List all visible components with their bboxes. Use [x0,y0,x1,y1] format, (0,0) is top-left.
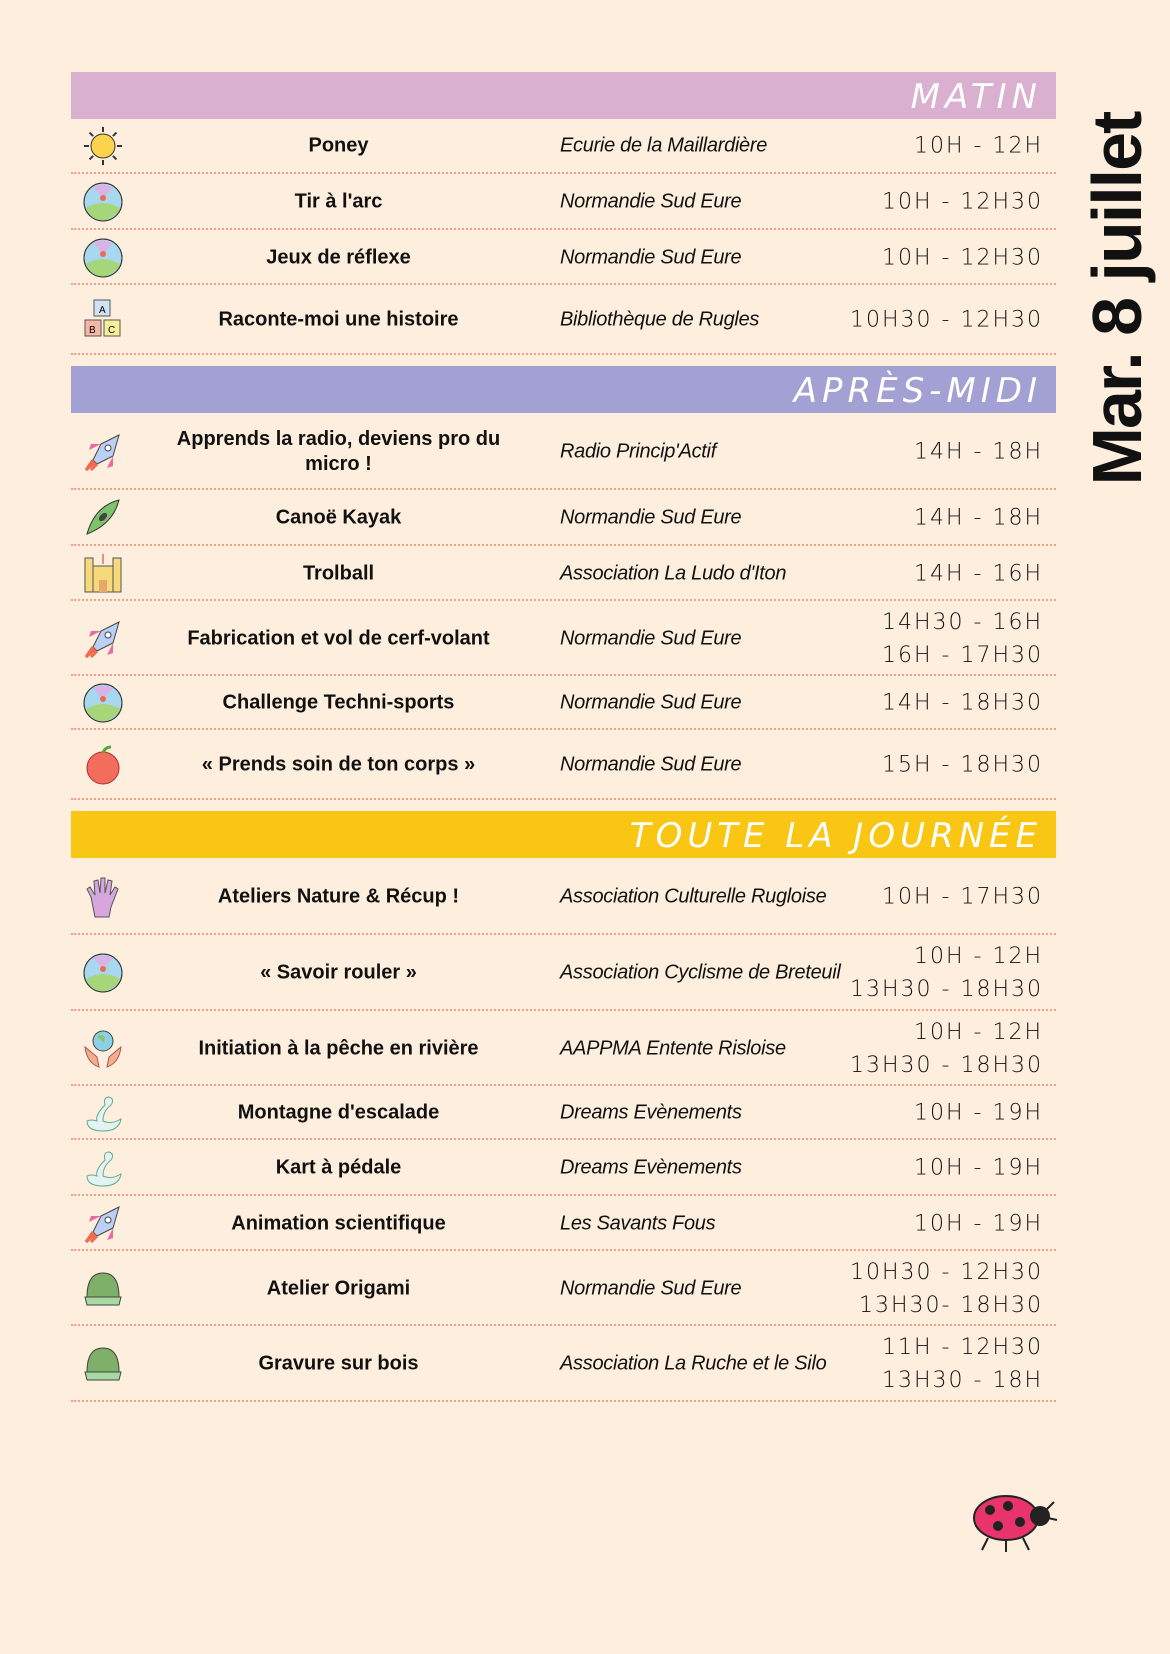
activity-times [914,557,1043,590]
section-title: APRÈS-MIDI [793,371,1042,411]
activity-row [71,230,1056,285]
svg-text:B: B [89,325,96,336]
svg-text:C: C [108,325,116,336]
activity-row [71,285,1056,355]
activity-place: Dreams Evènements [560,1101,742,1124]
activity-row [71,676,1056,730]
activity-times [882,606,1043,672]
swan-float-icon [81,1091,125,1135]
rocket-icon [81,617,125,661]
activity-name: Poney [308,134,369,157]
activity-name: Tir à l'arc [294,190,383,213]
apple-icon [81,743,125,787]
activity-row [71,1011,1056,1086]
activity-name: « Prends soin de ton corps » [201,753,476,776]
activity-times [850,304,1043,337]
activity-row [71,730,1056,800]
time-slot: 16H - 17H30 [882,642,1043,668]
activity-name: Jeux de réflexe [266,246,411,268]
activity-place: Normandie Sud Eure [560,506,742,529]
activity-row [71,1140,1056,1196]
time-slot: 13H30 - 18H30 [850,977,1043,1002]
time-slot: 14H - 18H [914,439,1043,464]
time-slot: 14H - 18H [914,505,1043,531]
section-header-matin [71,72,1056,119]
activity-place: Normandie Sud Eure [560,1277,742,1299]
activity-name: Gravure sur bois [258,1352,419,1375]
activity-times [914,435,1043,468]
ladybug-icon [968,1488,1058,1554]
activity-row [71,935,1056,1011]
time-slot: 14H - 16H [914,561,1043,586]
date-title-text: Mar. 8 juillet [1078,112,1156,486]
activity-times [914,1152,1043,1185]
svg-text:A: A [99,305,106,316]
activity-row [71,1086,1056,1140]
time-slot: 10H - 12H [914,944,1043,969]
activity-place: Association La Ludo d'Iton [560,562,787,584]
activity-place: Dreams Evènements [560,1156,742,1179]
activity-name: Montagne d'escalade [237,1101,440,1124]
time-slot: 13H30 - 18H [882,1368,1043,1393]
activity-place: AAPPMA Entente Risloise [560,1037,786,1059]
activity-place: Normandie Sud Eure [560,691,742,714]
sun-icon [81,124,125,168]
activity-row [71,490,1056,546]
beach-ball-icon [81,180,125,224]
activity-name: Ateliers Nature & Récup ! [217,885,460,907]
activity-row [71,1196,1056,1251]
activity-times [850,940,1043,1006]
activity-times [850,1016,1043,1082]
time-slot: 14H - 18H30 [882,690,1043,716]
activity-name: Raconte-moi une histoire [218,308,459,331]
activity-place: Normandie Sud Eure [560,190,742,213]
time-slot: 13H30 - 18H30 [850,1052,1043,1078]
activity-row [71,118,1056,174]
time-slot: 10H - 19H [914,1155,1043,1181]
activity-place: Association Culturelle Rugloise [560,885,827,907]
rocket-icon [81,1202,125,1246]
time-slot: 10H30 - 12H30 [850,307,1043,333]
activity-place: Normandie Sud Eure [560,246,742,268]
activity-times [914,502,1043,535]
rocket-icon [81,430,125,474]
activity-row [71,174,1056,230]
time-slot: 10H30 - 12H30 [850,1259,1043,1285]
time-slot: 11H - 12H30 [882,1335,1043,1360]
swan-float-icon [81,1146,125,1190]
beach-ball-icon [81,951,125,995]
cap-icon [81,1342,125,1386]
castle-icon [81,552,125,596]
beach-ball-icon [81,681,125,725]
activity-times [882,186,1043,219]
activity-times [850,1256,1043,1322]
beach-ball-icon [81,236,125,280]
activity-name: Atelier Origami [266,1277,411,1299]
time-slot: 10H - 12H [914,133,1043,159]
activity-name: Canoë Kayak [275,506,402,529]
activity-row [71,413,1056,490]
time-slot: 10H - 17H30 [882,884,1043,909]
activity-row [71,546,1056,601]
time-slot: 10H - 19H [914,1100,1043,1126]
activity-name: Challenge Techni-sports [222,691,455,714]
activity-row [71,601,1056,676]
activity-place: Ecurie de la Maillardière [560,134,768,157]
time-slot: 14H30 - 16H [882,609,1043,635]
activity-times [882,241,1043,274]
time-slot: 10H - 12H [914,1019,1043,1045]
activity-times [914,130,1043,163]
activity-place: Normandie Sud Eure [560,627,742,649]
abc-blocks-icon [81,298,125,342]
row-divider [71,353,1056,355]
time-slot: 10H - 12H30 [882,189,1043,215]
activity-name: Animation scientifique [231,1212,446,1234]
section-title: TOUTE LA JOURNÉE [629,816,1042,856]
activity-times [914,1097,1043,1130]
row-divider [71,798,1056,800]
globe-hands-icon [81,1027,125,1071]
hand-icon [81,875,125,919]
activity-times [882,687,1043,720]
activity-name: Apprends la radio, deviens pro du micro ! [176,427,501,475]
activity-place: Radio Princip'Actif [560,440,716,462]
activity-place: Association La Ruche et le Silo [560,1352,827,1375]
time-slot: 10H - 12H30 [882,245,1043,270]
activity-times [882,880,1043,913]
kayak-icon [81,496,125,540]
cap-icon [81,1267,125,1311]
activity-place: Les Savants Fous [560,1212,716,1234]
activity-place: Association Cyclisme de Breteuil [560,961,841,984]
section-header-apres-midi [71,366,1056,413]
time-slot: 13H30- 18H30 [859,1292,1043,1318]
section-header-toute-la-journee [71,811,1056,858]
activity-place: Normandie Sud Eure [560,753,742,776]
date-title [1078,69,1156,529]
row-divider [71,1400,1056,1402]
activity-name: Trolball [302,562,375,584]
activity-times [914,1207,1043,1240]
activity-times [882,749,1043,782]
activity-name: Kart à pédale [275,1156,402,1179]
section-title: MATIN [910,77,1042,117]
activity-name: Fabrication et vol de cerf-volant [187,627,490,649]
activity-place: Bibliothèque de Rugles [560,308,760,331]
activity-row [71,1326,1056,1402]
activity-row [71,1251,1056,1326]
activity-name: Initiation à la pêche en rivière [198,1037,479,1059]
activity-times [882,1331,1043,1397]
activity-row [71,858,1056,935]
activity-name: « Savoir rouler » [260,961,417,984]
time-slot: 15H - 18H30 [882,752,1043,778]
time-slot: 10H - 19H [914,1211,1043,1236]
